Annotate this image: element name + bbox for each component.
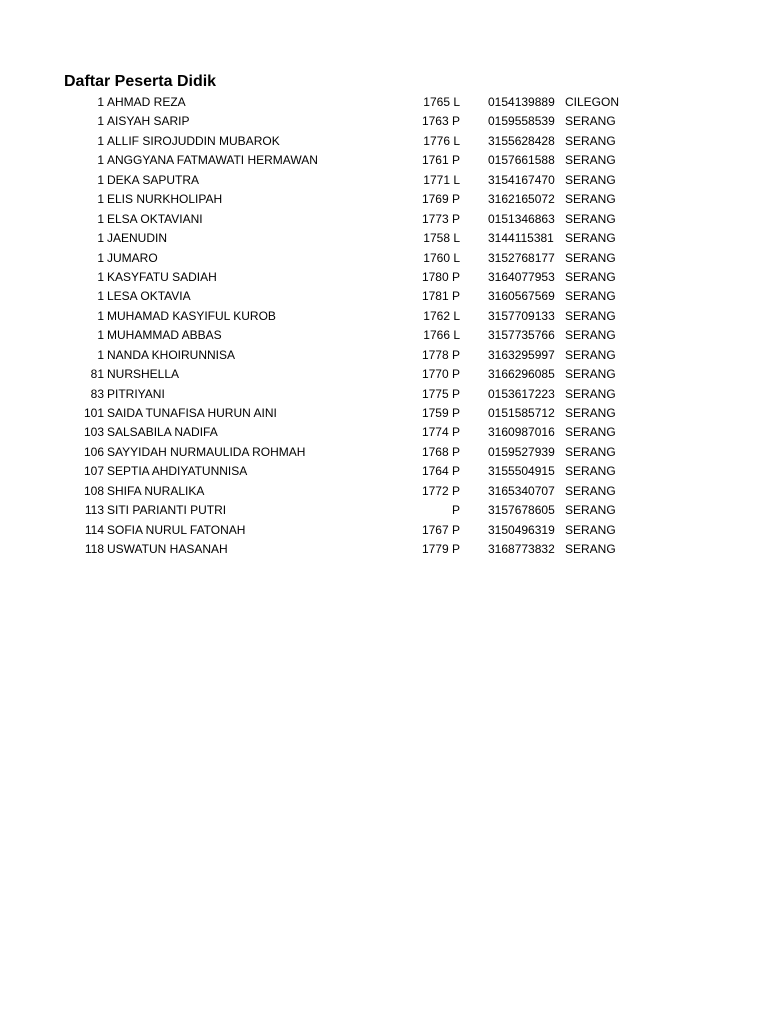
student-nisn: 3155628428 xyxy=(488,133,555,148)
table-row xyxy=(0,151,768,170)
student-city: SERANG xyxy=(565,172,616,187)
table-row xyxy=(0,210,768,229)
student-city: SERANG xyxy=(565,211,616,226)
student-name: MUHAMAD KASYIFUL KUROB xyxy=(107,308,276,323)
student-name: USWATUN HASANAH xyxy=(107,542,228,557)
table-row xyxy=(0,385,768,404)
student-number: 1 xyxy=(97,153,104,168)
student-nisn: 0151585712 xyxy=(488,406,555,420)
student-nisn: 0151346863 xyxy=(488,211,555,226)
student-name: AHMAD REZA xyxy=(107,95,186,109)
table-row xyxy=(0,249,768,268)
table-row xyxy=(0,93,768,112)
student-nisn: 3152768177 xyxy=(488,250,555,265)
student-nisn: 3168773832 xyxy=(488,542,555,557)
student-number: 1 xyxy=(97,95,104,109)
student-nisn: 3164077953 xyxy=(488,269,555,284)
student-name: NURSHELLA xyxy=(107,367,180,382)
student-name: JUMARO xyxy=(107,250,158,265)
student-list xyxy=(0,93,768,560)
student-name: SITI PARIANTI PUTRI xyxy=(107,503,227,518)
student-city: SERANG xyxy=(565,483,616,498)
student-number: 1 xyxy=(97,347,104,362)
student-number: 107 xyxy=(83,464,104,479)
student-code-gender: 1771 L xyxy=(423,172,460,187)
student-code-gender: P xyxy=(451,503,460,518)
table-row xyxy=(0,346,768,365)
student-number: 1 xyxy=(97,289,104,304)
student-name: DEKA SAPUTRA xyxy=(107,172,200,187)
student-city: CILEGON xyxy=(565,95,620,109)
student-city: SERANG xyxy=(565,347,616,362)
student-city: SERANG xyxy=(565,114,616,129)
student-city: SERANG xyxy=(565,464,616,479)
student-nisn: 0159527939 xyxy=(488,444,555,459)
student-code-gender: 1775 P xyxy=(421,386,460,401)
student-city: SERANG xyxy=(565,250,616,265)
student-city: SERANG xyxy=(565,328,616,343)
student-nisn: 3163295997 xyxy=(488,347,555,362)
student-nisn: 3160567569 xyxy=(488,289,555,304)
table-row xyxy=(0,501,768,520)
table-row xyxy=(0,190,768,209)
student-name: AISYAH SARIP xyxy=(107,114,190,129)
student-name: NANDA KHOIRUNNISA xyxy=(107,347,236,362)
student-code-gender: 1772 P xyxy=(421,483,460,498)
student-city: SERANG xyxy=(565,406,616,420)
student-code-gender: 1779 P xyxy=(421,542,460,557)
student-code-gender: 1767 P xyxy=(421,522,460,537)
student-nisn: 3154167470 xyxy=(488,172,555,187)
student-number: 103 xyxy=(83,425,104,440)
table-row xyxy=(0,326,768,345)
student-code-gender: 1781 P xyxy=(421,289,460,304)
student-nisn: 3150496319 xyxy=(488,522,555,537)
student-number: 114 xyxy=(84,522,104,537)
student-name: SHIFA NURALIKA xyxy=(107,483,205,498)
student-nisn: 0157661588 xyxy=(488,153,555,168)
student-city: SERANG xyxy=(565,444,616,459)
student-code-gender: 1778 P xyxy=(421,347,460,362)
page-title: Daftar Peserta Didik xyxy=(64,73,217,90)
student-code-gender: 1763 P xyxy=(421,114,460,129)
student-number: 101 xyxy=(83,406,104,420)
student-nisn: 0153617223 xyxy=(488,386,555,401)
student-city: SERANG xyxy=(565,133,616,148)
student-nisn: 3157709133 xyxy=(488,308,555,323)
student-city: SERANG xyxy=(565,192,616,207)
student-number: 1 xyxy=(97,133,104,148)
student-nisn: 3165340707 xyxy=(488,483,555,498)
student-code-gender: 1768 P xyxy=(421,444,460,459)
student-city: SERANG xyxy=(565,231,616,246)
table-row xyxy=(0,171,768,190)
student-number: 1 xyxy=(97,308,104,323)
table-row xyxy=(0,462,768,481)
student-nisn: 3144115381 xyxy=(488,231,554,246)
table-row xyxy=(0,521,768,540)
table-row xyxy=(0,307,768,326)
student-name: SALSABILA NADIFA xyxy=(107,425,218,440)
student-number: 81 xyxy=(90,367,104,382)
student-code-gender: 1770 P xyxy=(421,367,460,382)
student-name: SAYYIDAH NURMAULIDA ROHMAH xyxy=(107,444,306,459)
student-city: SERANG xyxy=(565,386,616,401)
student-name: MUHAMMAD ABBAS xyxy=(107,328,222,343)
student-code-gender: 1760 L xyxy=(423,250,460,265)
table-row xyxy=(0,423,768,442)
student-nisn: 3155504915 xyxy=(488,464,555,479)
student-number: 108 xyxy=(83,483,104,498)
student-code-gender: 1762 L xyxy=(423,308,460,323)
table-row xyxy=(0,404,768,423)
table-row xyxy=(0,443,768,462)
table-row xyxy=(0,268,768,287)
table-row xyxy=(0,112,768,131)
student-code-gender: 1780 P xyxy=(421,269,460,284)
student-number: 1 xyxy=(97,114,104,129)
student-code-gender: 1766 L xyxy=(423,328,460,343)
student-number: 106 xyxy=(83,444,104,459)
student-city: SERANG xyxy=(565,542,616,557)
student-number: 1 xyxy=(97,328,104,343)
student-nisn: 3162165072 xyxy=(488,192,555,207)
student-number: 1 xyxy=(97,269,104,284)
student-name: ALLIF SIROJUDDIN MUBAROK xyxy=(107,133,280,148)
student-code-gender: 1764 P xyxy=(421,464,460,479)
student-city: SERANG xyxy=(565,522,616,537)
student-name: ANGGYANA FATMAWATI HERMAWAN xyxy=(107,153,318,168)
student-code-gender: 1758 L xyxy=(423,231,460,246)
student-number: 1 xyxy=(97,250,104,265)
student-number: 113 xyxy=(84,503,104,518)
student-number: 1 xyxy=(97,172,104,187)
student-city: SERANG xyxy=(565,367,616,382)
student-name: LESA OKTAVIA xyxy=(107,289,191,304)
student-name: JAENUDIN xyxy=(107,231,168,246)
student-name: KASYFATU SADIAH xyxy=(107,269,217,284)
student-code-gender: 1776 L xyxy=(423,133,460,148)
student-code-gender: 1761 P xyxy=(421,153,460,168)
student-number: 1 xyxy=(97,192,104,207)
table-row xyxy=(0,287,768,306)
student-nisn: 3157735766 xyxy=(488,328,555,343)
student-code-gender: 1759 P xyxy=(421,406,460,420)
student-name: PITRIYANI xyxy=(107,386,165,401)
table-row xyxy=(0,482,768,501)
student-city: SERANG xyxy=(565,503,616,518)
student-code-gender: 1769 P xyxy=(421,192,460,207)
student-number: 118 xyxy=(84,542,104,557)
student-nisn: 0154139889 xyxy=(488,95,555,109)
student-nisn: 3157678605 xyxy=(488,503,555,518)
student-code-gender: 1774 P xyxy=(421,425,460,440)
student-number: 1 xyxy=(97,231,104,246)
student-name: SOFIA NURUL FATONAH xyxy=(107,522,246,537)
student-nisn: 0159558539 xyxy=(488,114,555,129)
student-city: SERANG xyxy=(565,425,616,440)
student-name: ELIS NURKHOLIPAH xyxy=(107,192,223,207)
student-name: SAIDA TUNAFISA HURUN AINI xyxy=(107,406,277,420)
table-row xyxy=(0,132,768,151)
student-number: 1 xyxy=(97,211,104,226)
student-name: SEPTIA AHDIYATUNNISA xyxy=(107,464,248,479)
table-row xyxy=(0,229,768,248)
student-nisn: 3160987016 xyxy=(488,425,555,440)
student-code-gender: 1773 P xyxy=(421,211,460,226)
student-city: SERANG xyxy=(565,289,616,304)
student-city: SERANG xyxy=(565,269,616,284)
table-row xyxy=(0,365,768,384)
student-nisn: 3166296085 xyxy=(488,367,555,382)
table-row xyxy=(0,540,768,559)
student-code-gender: 1765 L xyxy=(423,95,460,109)
student-name: ELSA OKTAVIANI xyxy=(107,211,203,226)
student-city: SERANG xyxy=(565,308,616,323)
student-city: SERANG xyxy=(565,153,616,168)
student-number: 83 xyxy=(90,386,104,401)
